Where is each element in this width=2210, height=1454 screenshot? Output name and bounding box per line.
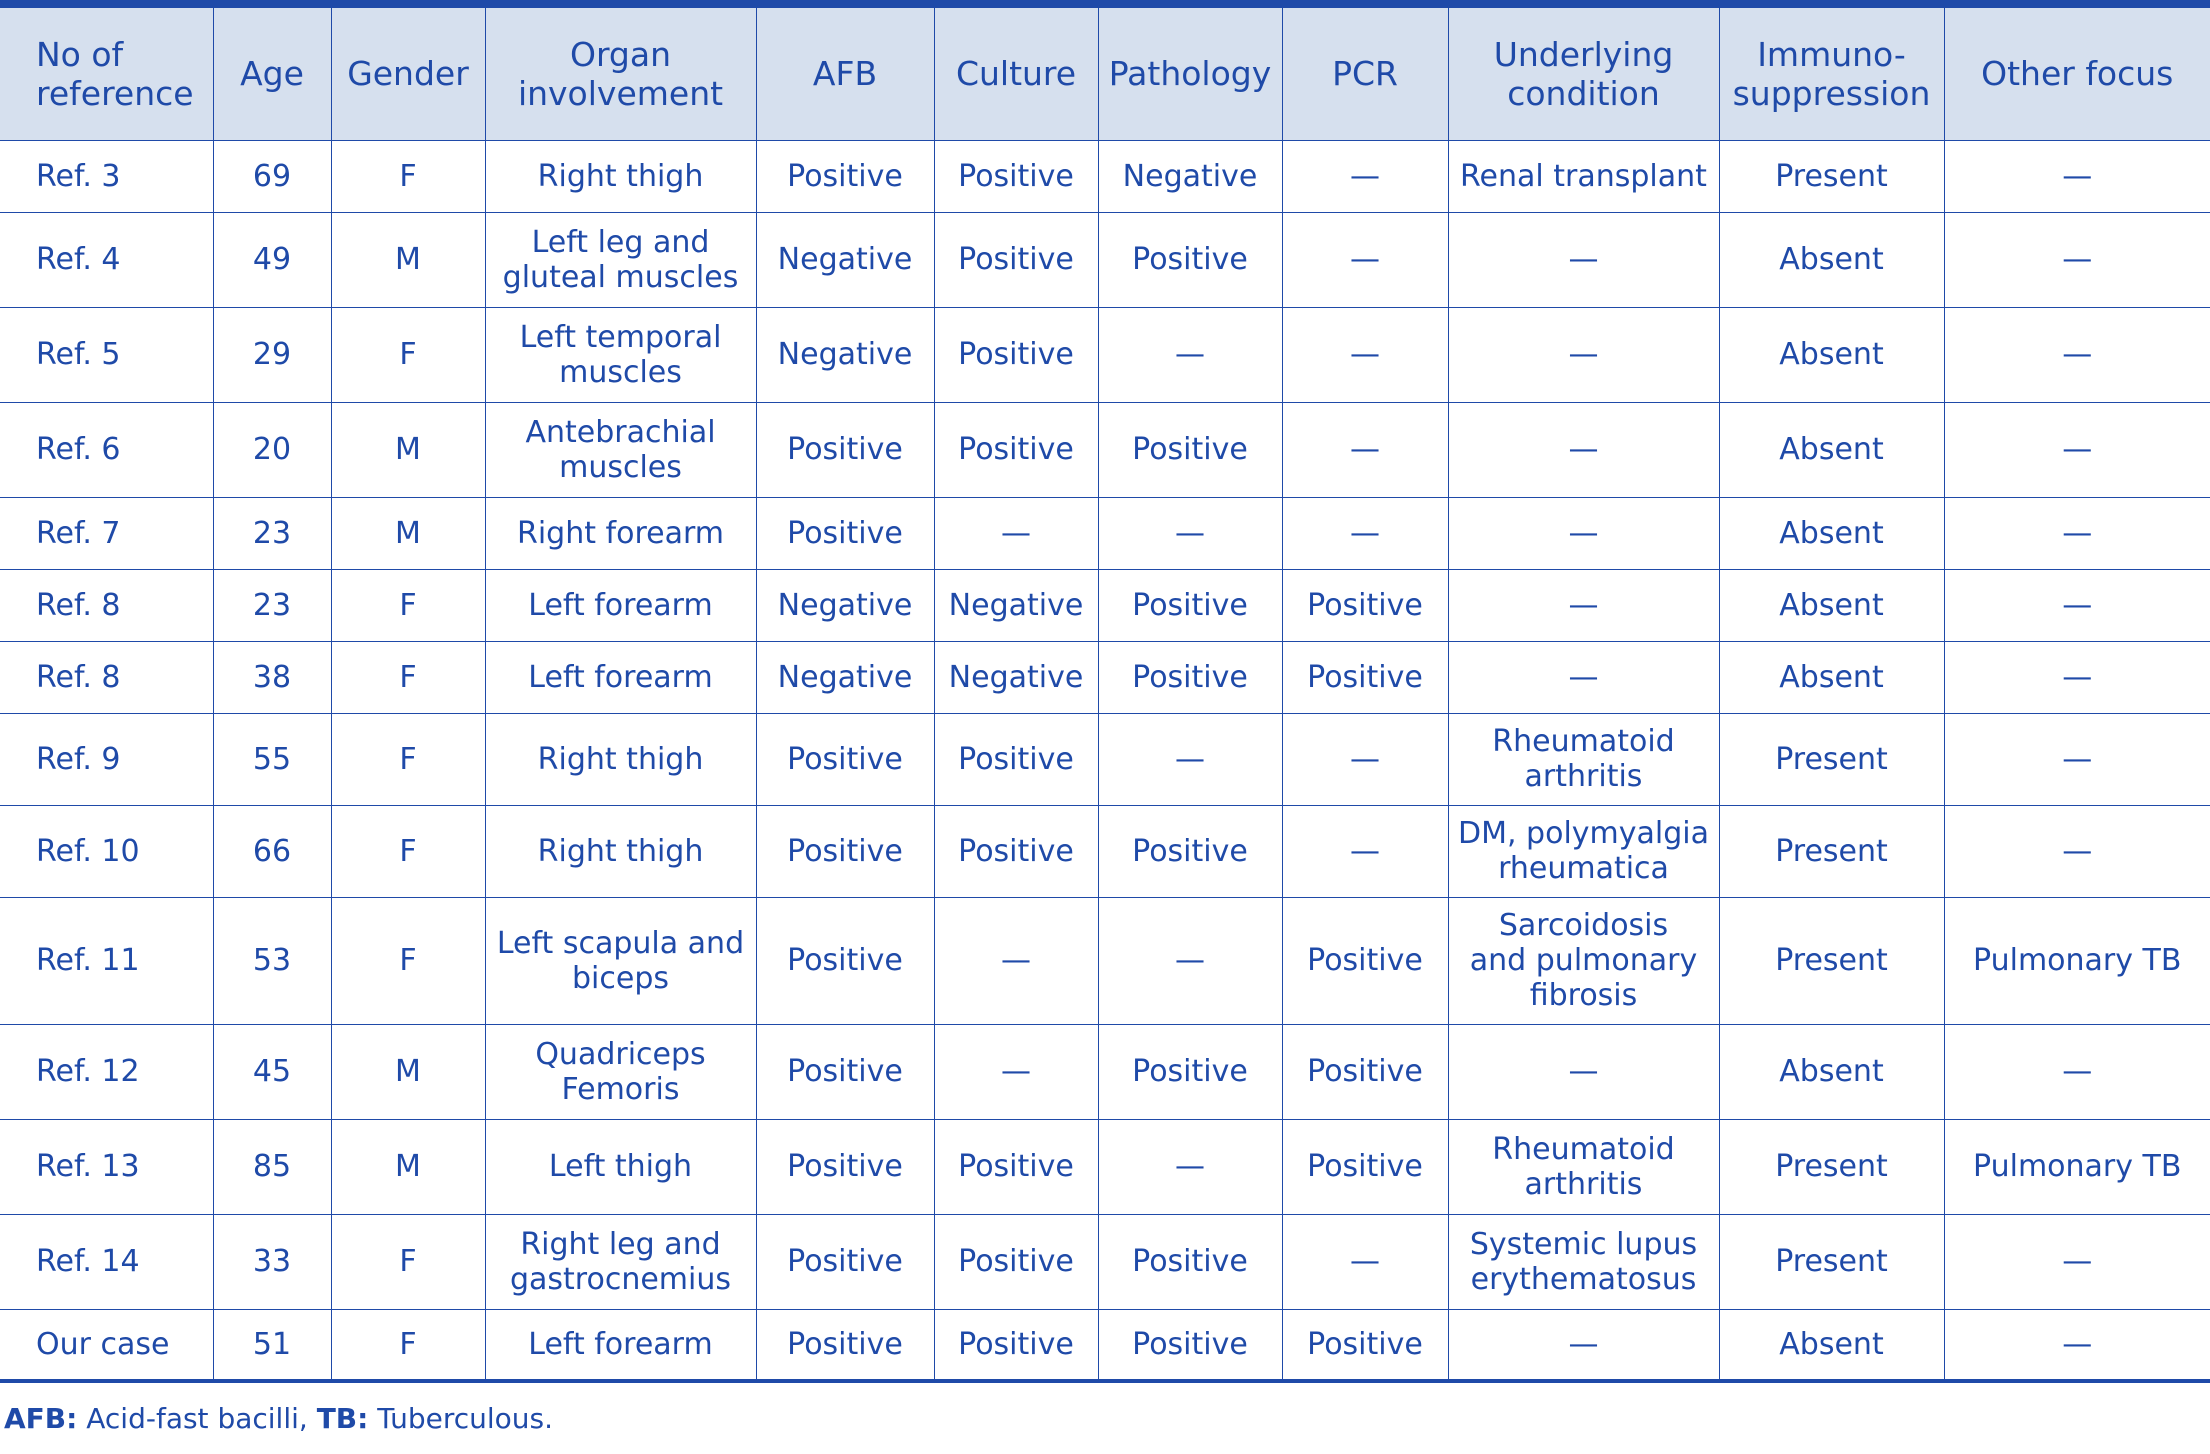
cell-culture: Positive <box>934 1309 1098 1381</box>
cell-culture: Negative <box>934 641 1098 713</box>
cell-afb: Positive <box>756 1214 934 1309</box>
cell-gender: M <box>331 1024 485 1119</box>
cell-pcr: Positive <box>1282 897 1448 1024</box>
cell-pathology: Negative <box>1098 140 1282 212</box>
cell-gender: M <box>331 402 485 497</box>
cell-other-focus: — <box>1944 212 2210 307</box>
cell-culture: Positive <box>934 212 1098 307</box>
cell-age: 85 <box>213 1119 331 1214</box>
cell-condition: — <box>1448 402 1719 497</box>
cell-gender: F <box>331 713 485 805</box>
cell-pathology: Positive <box>1098 402 1282 497</box>
cell-age: 23 <box>213 569 331 641</box>
cell-afb: Positive <box>756 402 934 497</box>
cell-afb: Positive <box>756 713 934 805</box>
cell-organ: Right thigh <box>485 805 756 897</box>
cell-immunosuppression: Present <box>1719 140 1944 212</box>
cell-afb: Positive <box>756 1119 934 1214</box>
cell-pathology: Positive <box>1098 805 1282 897</box>
cell-gender: M <box>331 1119 485 1214</box>
cell-immunosuppression: Absent <box>1719 402 1944 497</box>
cell-reference: Ref. 9 <box>0 713 213 805</box>
cell-other-focus: Pulmonary TB <box>1944 1119 2210 1214</box>
cell-pcr: Positive <box>1282 1119 1448 1214</box>
table-row <box>0 641 2210 713</box>
cell-organ: Left forearm <box>485 641 756 713</box>
cell-age: 49 <box>213 212 331 307</box>
cell-organ: Left leg and gluteal muscles <box>485 212 756 307</box>
cell-pathology: — <box>1098 713 1282 805</box>
cell-pcr: Positive <box>1282 641 1448 713</box>
cell-reference: Ref. 14 <box>0 1214 213 1309</box>
table-row <box>0 897 2210 1024</box>
cell-other-focus: Pulmonary TB <box>1944 897 2210 1024</box>
cell-gender: F <box>331 805 485 897</box>
cell-reference: Ref. 10 <box>0 805 213 897</box>
cell-condition: — <box>1448 212 1719 307</box>
cell-reference: Ref. 4 <box>0 212 213 307</box>
cell-afb: Negative <box>756 569 934 641</box>
cell-organ: Quadriceps Femoris <box>485 1024 756 1119</box>
cell-organ: Right thigh <box>485 713 756 805</box>
cell-other-focus: — <box>1944 641 2210 713</box>
table-row <box>0 307 2210 402</box>
header-other-focus: Other focus <box>1944 8 2210 140</box>
cell-organ: Left scapula and biceps <box>485 897 756 1024</box>
cell-other-focus: — <box>1944 307 2210 402</box>
table-body <box>0 140 2210 1381</box>
table-row <box>0 497 2210 569</box>
cell-afb: Positive <box>756 497 934 569</box>
cell-immunosuppression: Present <box>1719 1119 1944 1214</box>
cell-age: 20 <box>213 402 331 497</box>
cell-afb: Negative <box>756 641 934 713</box>
cell-age: 38 <box>213 641 331 713</box>
cell-gender: F <box>331 307 485 402</box>
cell-pathology: — <box>1098 897 1282 1024</box>
cell-reference: Our case <box>0 1309 213 1381</box>
header-row <box>0 8 2210 140</box>
cell-afb: Positive <box>756 897 934 1024</box>
cell-condition: DM, polymyalgia rheumatica <box>1448 805 1719 897</box>
footnote-tb-abbr: TB: <box>316 1402 369 1435</box>
cell-condition: Rheumatoid arthritis <box>1448 1119 1719 1214</box>
cell-culture: Positive <box>934 1214 1098 1309</box>
cell-age: 45 <box>213 1024 331 1119</box>
cell-culture: — <box>934 1024 1098 1119</box>
cell-pcr: Positive <box>1282 1024 1448 1119</box>
cell-pathology: Positive <box>1098 1309 1282 1381</box>
cell-pcr: — <box>1282 805 1448 897</box>
cell-reference: Ref. 8 <box>0 641 213 713</box>
table-row <box>0 402 2210 497</box>
cell-pcr: Positive <box>1282 1309 1448 1381</box>
cell-other-focus: — <box>1944 1214 2210 1309</box>
data-table <box>0 8 2210 1383</box>
table-row <box>0 1119 2210 1214</box>
cell-condition: Renal transplant <box>1448 140 1719 212</box>
cell-other-focus: — <box>1944 497 2210 569</box>
cell-age: 53 <box>213 897 331 1024</box>
cell-culture: — <box>934 497 1098 569</box>
cell-gender: F <box>331 641 485 713</box>
cell-condition: — <box>1448 641 1719 713</box>
cell-pathology: Positive <box>1098 641 1282 713</box>
header-pathology: Pathology <box>1098 8 1282 140</box>
table-row <box>0 212 2210 307</box>
cell-organ: Left thigh <box>485 1119 756 1214</box>
cell-afb: Positive <box>756 1024 934 1119</box>
cell-reference: Ref. 5 <box>0 307 213 402</box>
cell-culture: Positive <box>934 140 1098 212</box>
cell-reference: Ref. 11 <box>0 897 213 1024</box>
cell-other-focus: — <box>1944 402 2210 497</box>
header-gender: Gender <box>331 8 485 140</box>
cell-age: 55 <box>213 713 331 805</box>
cell-pcr: Positive <box>1282 569 1448 641</box>
cell-immunosuppression: Absent <box>1719 497 1944 569</box>
cell-immunosuppression: Present <box>1719 805 1944 897</box>
cell-other-focus: — <box>1944 1309 2210 1381</box>
table-row <box>0 140 2210 212</box>
cell-pathology: Positive <box>1098 1024 1282 1119</box>
cell-other-focus: — <box>1944 1024 2210 1119</box>
cell-pcr: — <box>1282 307 1448 402</box>
cell-gender: F <box>331 569 485 641</box>
cell-age: 66 <box>213 805 331 897</box>
cell-afb: Positive <box>756 140 934 212</box>
table-row <box>0 1214 2210 1309</box>
cell-age: 23 <box>213 497 331 569</box>
cell-culture: Negative <box>934 569 1098 641</box>
cell-age: 29 <box>213 307 331 402</box>
cell-reference: Ref. 8 <box>0 569 213 641</box>
cell-pcr: — <box>1282 713 1448 805</box>
cell-pathology: — <box>1098 1119 1282 1214</box>
cell-immunosuppression: Present <box>1719 713 1944 805</box>
table-row <box>0 569 2210 641</box>
cell-culture: — <box>934 897 1098 1024</box>
cell-other-focus: — <box>1944 805 2210 897</box>
cell-pathology: — <box>1098 497 1282 569</box>
cell-culture: Positive <box>934 805 1098 897</box>
footnote <box>4 1402 553 1435</box>
cell-organ: Antebrachial muscles <box>485 402 756 497</box>
footnote-tb-text: Tuberculous. <box>368 1402 554 1435</box>
cell-reference: Ref. 13 <box>0 1119 213 1214</box>
header-age: Age <box>213 8 331 140</box>
cell-pathology: — <box>1098 307 1282 402</box>
cell-gender: M <box>331 212 485 307</box>
cell-condition: — <box>1448 497 1719 569</box>
cell-gender: F <box>331 1309 485 1381</box>
top-rule <box>0 0 2210 8</box>
table-row <box>0 1024 2210 1119</box>
cell-other-focus: — <box>1944 713 2210 805</box>
cell-pathology: Positive <box>1098 212 1282 307</box>
cell-culture: Positive <box>934 402 1098 497</box>
cell-other-focus: — <box>1944 569 2210 641</box>
table-row <box>0 713 2210 805</box>
footnote-afb-abbr: AFB: <box>4 1402 78 1435</box>
cell-condition: Sarcoidosis and pulmonary fibrosis <box>1448 897 1719 1024</box>
cell-afb: Positive <box>756 805 934 897</box>
cell-pathology: Positive <box>1098 1214 1282 1309</box>
cell-pcr: — <box>1282 212 1448 307</box>
cell-reference: Ref. 7 <box>0 497 213 569</box>
cell-organ: Left temporal muscles <box>485 307 756 402</box>
cell-immunosuppression: Present <box>1719 897 1944 1024</box>
cell-afb: Negative <box>756 212 934 307</box>
cell-age: 33 <box>213 1214 331 1309</box>
cell-afb: Positive <box>756 1309 934 1381</box>
cell-immunosuppression: Absent <box>1719 212 1944 307</box>
cell-immunosuppression: Present <box>1719 1214 1944 1309</box>
cell-pcr: — <box>1282 402 1448 497</box>
cell-afb: Negative <box>756 307 934 402</box>
cell-organ: Right leg and gastrocnemius <box>485 1214 756 1309</box>
cell-organ: Right thigh <box>485 140 756 212</box>
cell-pcr: — <box>1282 1214 1448 1309</box>
table-row <box>0 1309 2210 1381</box>
cell-immunosuppression: Absent <box>1719 1024 1944 1119</box>
cell-culture: Positive <box>934 307 1098 402</box>
cell-reference: Ref. 6 <box>0 402 213 497</box>
cell-reference: Ref. 12 <box>0 1024 213 1119</box>
cell-condition: — <box>1448 1309 1719 1381</box>
cell-immunosuppression: Absent <box>1719 1309 1944 1381</box>
cell-organ: Left forearm <box>485 1309 756 1381</box>
cell-condition: — <box>1448 1024 1719 1119</box>
footnote-afb-text: Acid-fast bacilli, <box>77 1402 317 1435</box>
header-culture: Culture <box>934 8 1098 140</box>
cell-age: 51 <box>213 1309 331 1381</box>
cell-condition: — <box>1448 569 1719 641</box>
header-immunosuppression: Immuno- suppression <box>1719 8 1944 140</box>
cell-gender: M <box>331 497 485 569</box>
cell-immunosuppression: Absent <box>1719 641 1944 713</box>
cell-condition: — <box>1448 307 1719 402</box>
header-condition: Underlying condition <box>1448 8 1719 140</box>
header-reference: No of reference <box>0 8 213 140</box>
cell-pcr: — <box>1282 140 1448 212</box>
cell-organ: Right forearm <box>485 497 756 569</box>
cell-other-focus: — <box>1944 140 2210 212</box>
cell-immunosuppression: Absent <box>1719 569 1944 641</box>
header-pcr: PCR <box>1282 8 1448 140</box>
cell-gender: F <box>331 897 485 1024</box>
cell-condition: Rheumatoid arthritis <box>1448 713 1719 805</box>
cell-immunosuppression: Absent <box>1719 307 1944 402</box>
header-afb: AFB <box>756 8 934 140</box>
cell-pcr: — <box>1282 497 1448 569</box>
cell-organ: Left forearm <box>485 569 756 641</box>
cell-reference: Ref. 3 <box>0 140 213 212</box>
cell-culture: Positive <box>934 713 1098 805</box>
cell-age: 69 <box>213 140 331 212</box>
cell-gender: F <box>331 140 485 212</box>
cell-culture: Positive <box>934 1119 1098 1214</box>
cell-condition: Systemic lupus erythematosus <box>1448 1214 1719 1309</box>
table-row <box>0 805 2210 897</box>
cell-pathology: Positive <box>1098 569 1282 641</box>
header-organ: Organ involvement <box>485 8 756 140</box>
cell-gender: F <box>331 1214 485 1309</box>
